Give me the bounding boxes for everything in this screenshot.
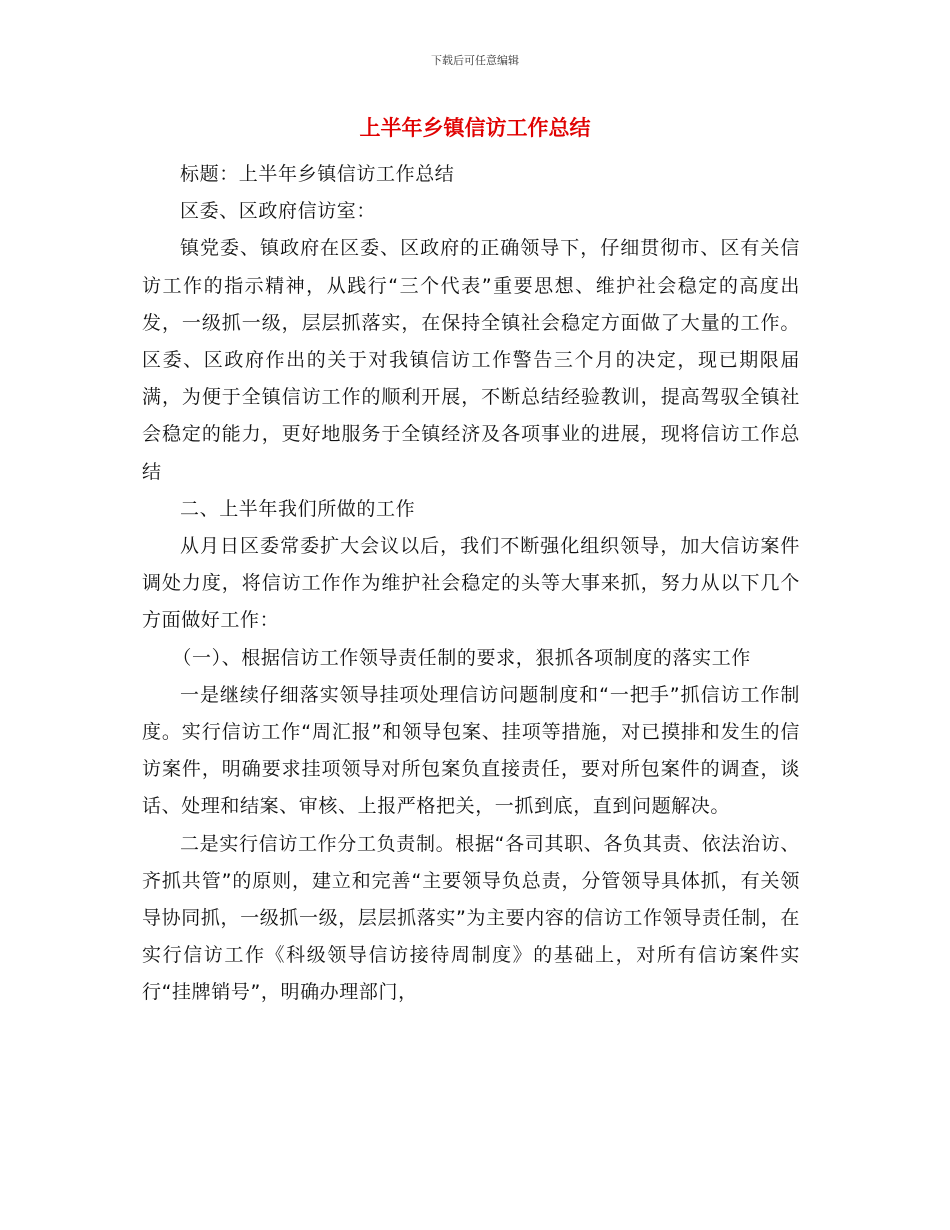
header-note: 下载后可任意编辑 xyxy=(431,54,519,67)
document-body xyxy=(142,156,800,1012)
paragraph-intro: 镇党委、镇政府在区委、区政府的正确领导下，仔细贯彻市、区有关信访工作的指示精神，从践行“三个代表”重要思想、维护社会稳定的高度出发，一级抓一级，层层抓落实，在保持全镇社会稳定方面做了大量的工作。区委、区政府作出的关于对我镇信访工作警告三个月的决定，现已期限届满，为便于全镇信访工作的顺利开展，不断总结经验教训，提高驾驭全镇社会稳定的能力，更好地服务于全镇经济及各项事业的进展，现将信访工作总结 xyxy=(142,237,800,483)
document-title: 上半年乡镇信访工作总结 xyxy=(359,116,591,140)
paragraph-point-two: 二是实行信访工作分工负责制。根据“各司其职、各负其责、依法治访、齐抓共管”的原则，建立和完善“主要领导负总责，分管领导具体抓，有关领导协同抓，一级抓一级，层层抓落实”为主要内容的信访工作领导责任制，在实行信访工作《科级领导信访接待周制度》的基础上，对所有信访案件实行“挂牌销号”，明确办理部门， xyxy=(142,832,800,1004)
section-heading: 二、上半年我们所做的工作 xyxy=(180,497,416,520)
paragraph-recipient: 区委、区政府信访室： xyxy=(180,200,377,223)
paragraph-point-one: 一是继续仔细落实领导挂项处理信访问题制度和“一把手”抓信访工作制度。实行信访工作“周汇报”和领导包案、挂项等措施，对已摸排和发生的信访案件，明确要求挂项领导对所包案负直接责任，要对所包案件的调查，谈话、处理和结案、审核、上报严格把关，一抓到底，直到问题解决。 xyxy=(142,683,800,818)
paragraph-overview: 从月日区委常委扩大会议以后，我们不断强化组织领导，加大信访案件调处力度，将信访工作作为维护社会稳定的头等大事来抓，努力从以下几个方面做好工作： xyxy=(142,535,800,632)
subsection-heading: （一）、根据信访工作领导责任制的要求，狠抓各项制度的落实工作 xyxy=(172,646,751,669)
paragraph-heading-line: 标题：上半年乡镇信访工作总结 xyxy=(180,163,455,185)
